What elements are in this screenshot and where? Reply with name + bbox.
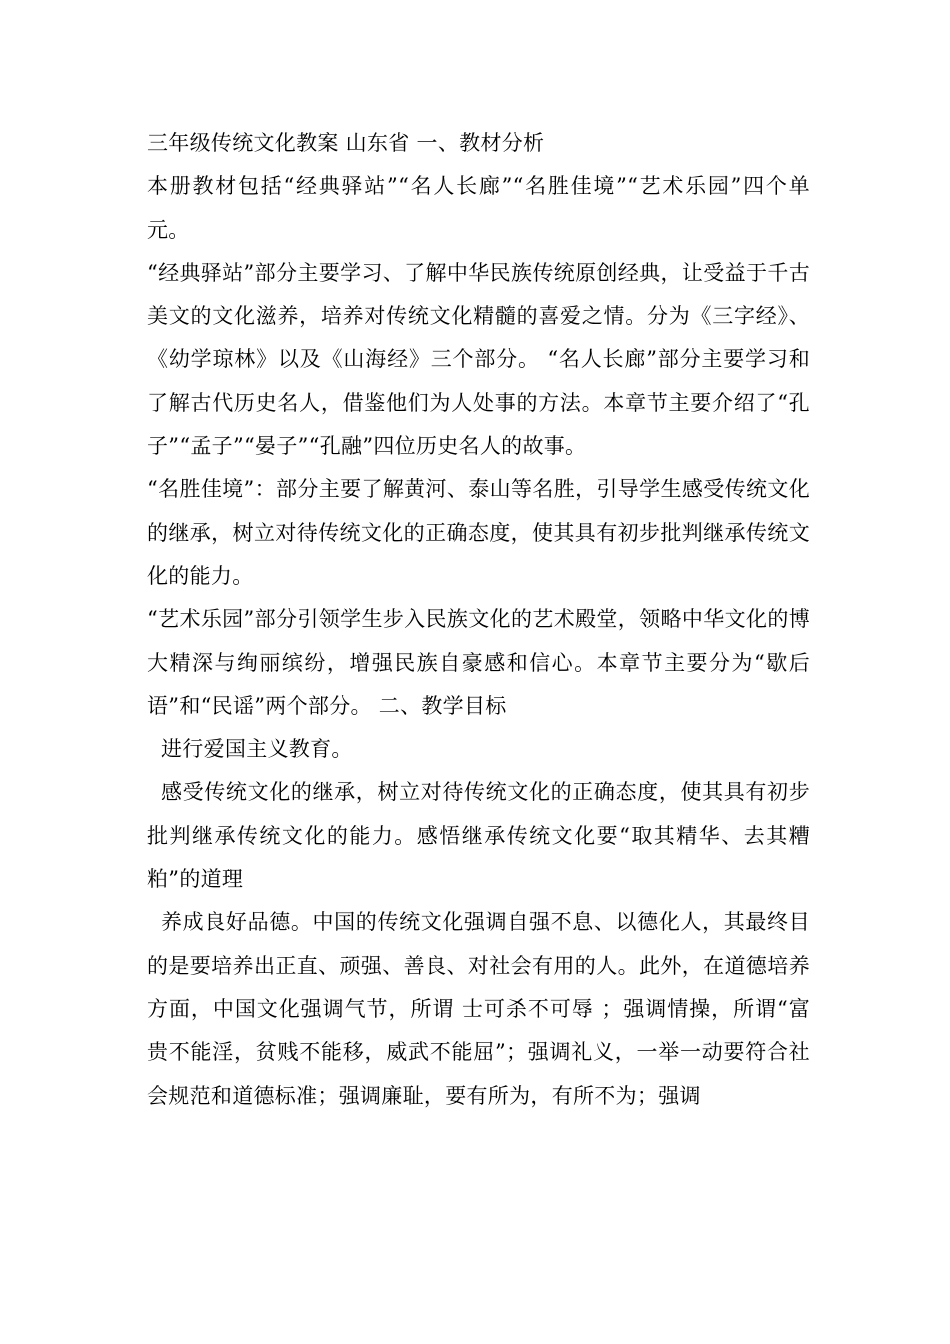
document-body <box>147 122 810 1118</box>
paragraph-units-intro: 本册教材包括“经典驿站”“名人长廊”“名胜佳境”“艺术乐园”四个单元。 <box>147 174 810 242</box>
paragraph-scenic-spots: “名胜佳境”：部分主要了解黄河、泰山等名胜，引导学生感受传统文化的继承，树立对待传统文化的正确态度，使其具有初步批判继承传统文化的能力。 <box>147 477 810 588</box>
title-line: 三年级传统文化教案 山东省 一、教材分析 <box>147 131 545 155</box>
goal-morality: 养成良好品德。中国的传统文化强调自强不息、以德化人，其最终目的是要培养出正直、顽强、善良、对社会有用的人。此外，在道德培养方面，中国文化强调气节，所谓 士可杀不可辱 ；强调情操，所谓“富贵不能淫，贫贱不能移，威武不能屈”；强调礼义，一举一动要符合社会规范和道德标准；强调廉耻，要有所为，有所不为；强调 <box>147 910 810 1108</box>
goal-inheritance: 感受传统文化的继承，树立对待传统文化的正确态度，使其具有初步批判继承传统文化的能力。感悟继承传统文化要“取其精华、去其糟粕”的道理 <box>147 780 810 892</box>
paragraph-classics-and-figures: “经典驿站”部分主要学习、了解中华民族传统原创经典，让受益于千古美文的文化滋养，培养对传统文化精髓的喜爱之情。分为《三字经》、《幼学琼林》以及《山海经》三个部分。 “名人长廊”部分主要学习和了解古代历史名人，借鉴他们为人处事的方法。本章节主要介绍了“孔子”“孟子”“晏子”“孔融”四位历史名人的故事。 <box>147 260 810 459</box>
paragraph-art-garden: “艺术乐园”部分引领学生步入民族文化的艺术殿堂，领略中华文化的博大精深与绚丽缤纷，增强民族自豪感和信心。本章节主要分为“歇后语”和“民谣”两个部分。 二、教学目标 <box>147 607 810 718</box>
goal-patriotism: 进行爱国主义教育。 <box>161 737 353 762</box>
